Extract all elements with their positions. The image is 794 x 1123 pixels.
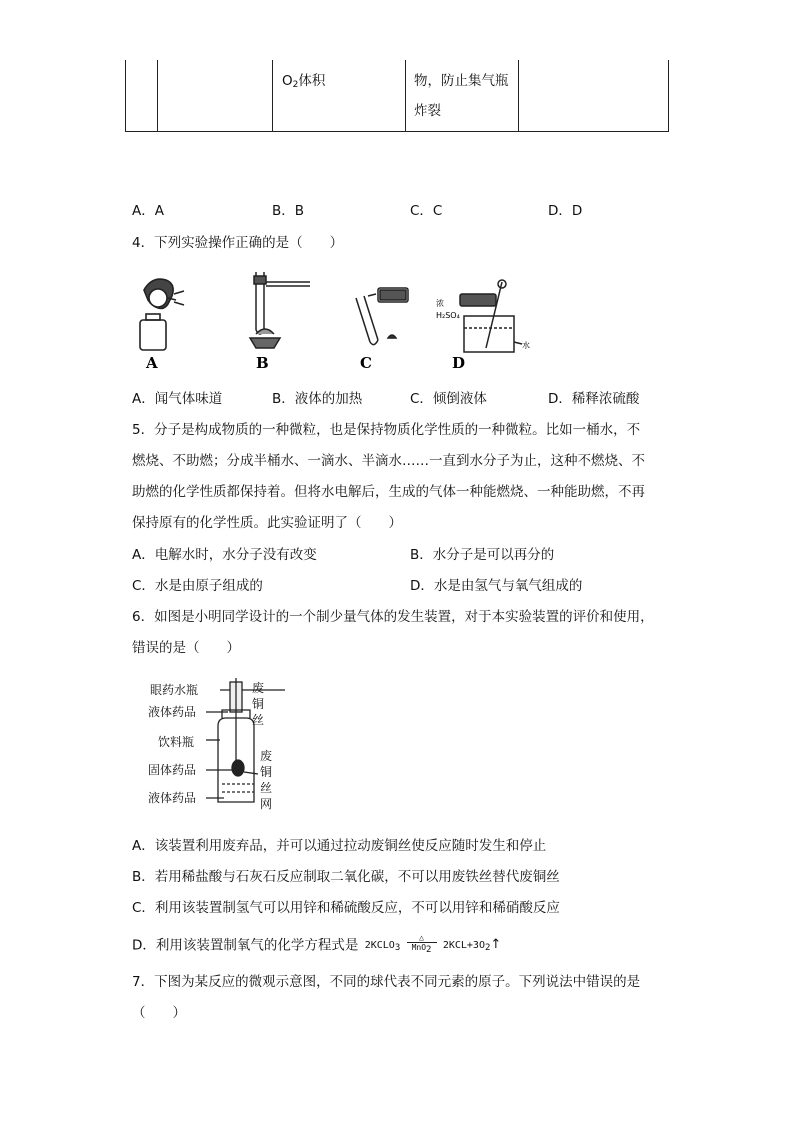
eq-right: $2KCL+3O_2$ [442,940,491,953]
q5-option-d[interactable]: D．水是由氢气与氧气组成的 [410,578,583,594]
q7-stem-line2: （ ） [132,1005,186,1021]
gas-arrow-icon: ↑ [490,937,502,952]
dilute-acid-illustration [460,280,522,352]
label-wire-1: 废 [252,681,265,695]
label-mesh-3: 丝 [260,781,273,795]
q5-option-a[interactable]: A．电解水时，水分子没有改变 [132,547,317,563]
fig-label-d: D [452,354,466,372]
eq-left: $2KCLO_3$ [364,940,401,953]
q6-stem-line2: 错误的是（ ） [132,640,240,656]
q5-option-b[interactable]: B．水分子是可以再分的 [410,547,555,563]
table-cell-volume: $O_2$体积 [282,73,326,90]
label-beverage-bottle: 饮料瓶 [158,735,195,749]
q6-option-b[interactable]: B．若用稀盐酸与石灰石反应制取二氧化碳，不可以用废铁丝替代废铜丝 [132,869,560,885]
label-solid-reagent: 固体药品 [148,763,197,777]
fig-label-a: A [146,354,158,372]
q6-option-c[interactable]: C．利用该装置制氢气可以用锌和稀硫酸反应，不可以用锌和稀硝酸反应 [132,900,560,916]
fig-label-c: C [360,354,372,372]
q4-stem: 4．下列实验操作正确的是（ ） [132,235,344,251]
q3-option-c[interactable]: C．C [410,203,443,219]
table-cell-line2: 炸裂 [414,103,441,119]
q6-gas-generator-figure [140,676,300,816]
smell-gas-illustration [140,279,184,350]
heat-liquid-illustration [250,272,310,348]
label-eyedrop-bottle: 眼药水瓶 [150,683,199,697]
label-wire-3: 丝 [252,713,265,727]
q6-option-a[interactable]: A．该装置利用废弃品，并可以通过拉动废铜丝使反应随时发生和停止 [132,838,547,854]
q4-option-c[interactable]: C．倾倒液体 [410,391,487,407]
q5-stem-line4: 保持原有的化学性质。此实验证明了（ ） [132,515,402,531]
table-cell-line1: 物，防止集气瓶 [414,73,509,89]
q4-option-d[interactable]: D．稀释浓硫酸 [548,391,640,407]
eq-condition: △ MnO$_2$ [407,933,437,955]
q5-stem-line2: 燃烧、不助燃；分成半桶水、一滴水、半滴水……一直到水分子为止，这种不燃烧、不 [132,453,645,469]
q5-stem-line1: 5．分子是构成物质的一种微粒，也是保持物质化学性质的一种微粒。比如一桶水，不 [132,422,641,438]
q5-stem-line3: 助燃的化学性质都保持着。但将水电解后，生成的气体一种能燃烧、一种能助燃，不再 [132,484,645,500]
fig-d-conc-label: 浓 [436,299,444,308]
q6-stem-line1: 6．如图是小明同学设计的一个制少量气体的发生装置，对于本实验装置的评价和使用， [132,609,654,625]
q4-option-b[interactable]: B．液体的加热 [272,391,363,407]
q7-stem-line1: 7．下图为某反应的微观示意图，不同的球代表不同元素的原子。下列说法中错误的是 [132,974,641,990]
oxygen-equation [365,933,502,958]
fig-d-water-label: 水 [522,341,530,350]
label-wire-2: 铜 [252,697,265,711]
pour-liquid-illustration [356,288,408,345]
label-mesh-1: 废 [260,749,273,763]
label-mesh-4: 网 [260,797,273,811]
fig-d-acid-label: H₂SO₄ [436,311,460,320]
label-liquid-top: 液体药品 [148,705,197,719]
q3-option-d[interactable]: D．D [548,203,583,219]
q4-lab-operations-figure [130,268,530,376]
q5-option-c[interactable]: C．水是由原子组成的 [132,578,263,594]
q6-option-d[interactable]: D．利用该装置制氧气的化学方程式是 $2KCLO_3$ △ MnO$_2$ $2KCL+3O_2↑$ [132,933,501,958]
q3-option-a[interactable]: A．A [132,203,164,219]
label-mesh-2: 铜 [260,765,273,779]
q4-option-a[interactable]: A．闻气体味道 [132,391,223,407]
label-liquid-bottom: 液体药品 [148,791,197,805]
q3-option-b[interactable]: B．B [272,203,305,219]
fig-label-b: B [256,354,269,372]
